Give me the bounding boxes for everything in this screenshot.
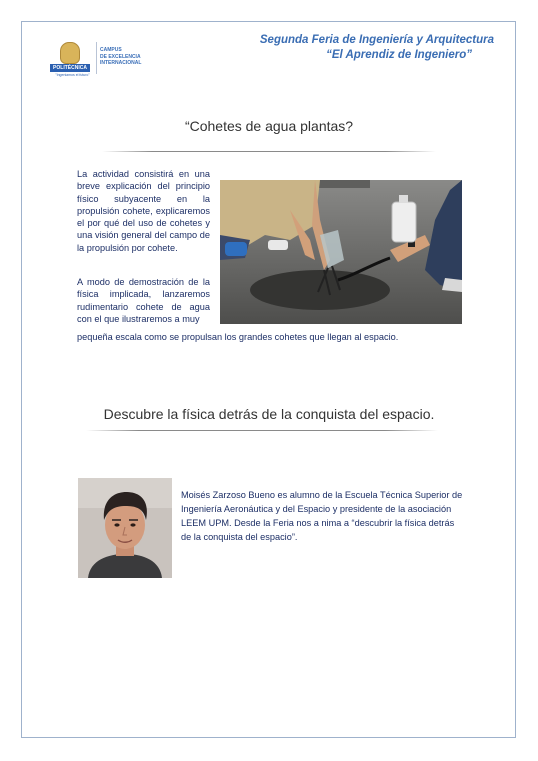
logo-campus-text [100, 47, 160, 67]
logo-university-name: POLITÉCNICA [50, 64, 90, 72]
campus-line-2: DE EXCELENCIA [100, 53, 141, 60]
university-seal-icon [60, 42, 80, 64]
event-title: Segunda Feria de Ingeniería y Arquitectura [259, 34, 494, 46]
activity-title: “Cohetes de agua plantas? [184, 118, 354, 134]
event-header [260, 33, 494, 63]
campus-line-1: CAMPUS [100, 47, 122, 53]
speaker-portrait-photo [78, 478, 172, 578]
logo-tagline: "Ingeniamos el futuro" [55, 73, 90, 77]
activity-description: La actividad consistirá en una breve explicación del principio físico subyacente en la propulsión cohete, explicaremos el por qué del uso de cohetes y una visión general del campo de la propulsión por cohete. [77, 169, 210, 253]
title-divider-2 [86, 430, 438, 431]
event-subtitle: “El Aprendiz de Ingeniero” [326, 49, 472, 61]
activity-demonstration-continued: pequeña escala como se propulsan los grandes cohetes que llegan al espacio. [77, 332, 399, 342]
speaker-bio: Moisés Zarzoso Bueno es alumno de la Escuela Técnica Superior de Ingeniería Aeronáutica y del Espacio y presidente de la asociación LEEM UPM. Desde la Feria nos a nima a “descubrir la física detrás de la conquista del espacio”. [181, 490, 463, 542]
logo-divider [96, 42, 97, 74]
rocket-launch-photo [220, 180, 462, 324]
upm-logo [50, 40, 150, 80]
speaker-section-title: Descubre la física detrás de la conquista del espacio. [103, 406, 435, 422]
title-divider-1 [102, 151, 436, 152]
campus-line-3: INTERNACIONAL [100, 60, 142, 66]
activity-demonstration: A modo de demostración de la física implicada, lanzaremos rudimentario cohete de agua con el que ilustraremos a muy [77, 277, 210, 324]
